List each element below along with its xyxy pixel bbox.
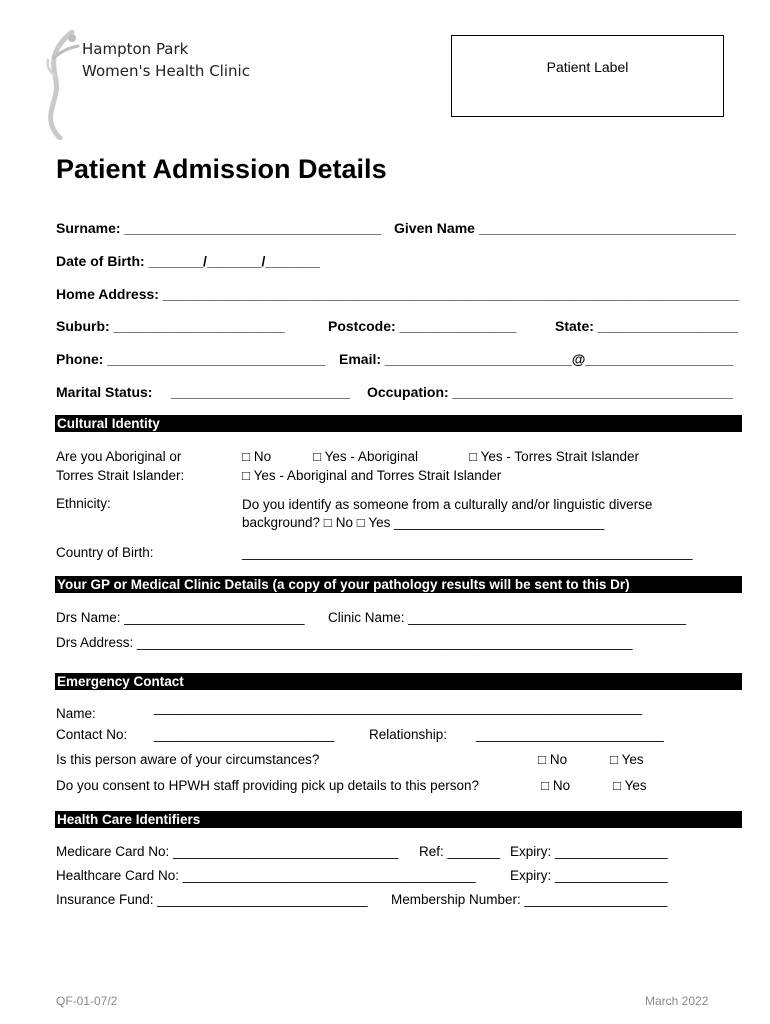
form-date: March 2022 bbox=[645, 994, 709, 1008]
phone-field[interactable]: Phone: ____________________________ bbox=[56, 351, 326, 367]
patient-label-text: Patient Label bbox=[546, 59, 629, 75]
healthcare-expiry-field[interactable]: Expiry: _______________ bbox=[510, 868, 668, 883]
emergency-name-label: Name: bbox=[56, 706, 96, 721]
aboriginal-question-line-1: Are you Aboriginal or bbox=[56, 449, 182, 464]
aboriginal-question-line-2: Torres Strait Islander: bbox=[56, 468, 185, 483]
medicare-ref-field[interactable]: Ref: _______ bbox=[419, 844, 501, 859]
checkbox-yes-aboriginal[interactable]: □ Yes - Aboriginal bbox=[313, 449, 418, 464]
checkbox-yes-torres-strait[interactable]: □ Yes - Torres Strait Islander bbox=[469, 449, 639, 464]
clinic-name-field[interactable]: Clinic Name: _____________________________________ bbox=[328, 610, 687, 625]
insurance-fund-field[interactable]: Insurance Fund: ____________________________ bbox=[56, 892, 368, 907]
relationship-field[interactable]: _________________________ bbox=[476, 727, 664, 742]
healthcare-card-field[interactable]: Healthcare Card No: _______________________________________ bbox=[56, 868, 476, 883]
medicare-expiry-field[interactable]: Expiry: _______________ bbox=[510, 844, 668, 859]
checkbox-yes-both[interactable]: □ Yes - Aboriginal and Torres Strait Islander bbox=[242, 468, 502, 483]
given-name-field[interactable]: Given Name _________________________________ bbox=[394, 220, 736, 236]
marital-status-field[interactable]: _______________________ bbox=[171, 384, 351, 400]
membership-number-field[interactable]: Membership Number: ___________________ bbox=[391, 892, 668, 907]
section-header-emergency: Emergency Contact bbox=[55, 673, 742, 690]
section-header-health: Health Care Identifiers bbox=[55, 811, 742, 828]
relationship-label: Relationship: bbox=[369, 727, 448, 742]
page-title: Patient Admission Details bbox=[56, 154, 387, 184]
aware-question: Is this person aware of your circumstances? bbox=[56, 752, 320, 767]
contact-no-label: Contact No: bbox=[56, 727, 128, 742]
section-header-cultural: Cultural Identity bbox=[55, 415, 742, 432]
country-of-birth-field[interactable]: ____________________________________________________________ bbox=[242, 545, 693, 560]
form-code: QF-01-07/2 bbox=[56, 994, 118, 1008]
suburb-field[interactable]: Suburb: ______________________ bbox=[56, 318, 285, 334]
aware-no-checkbox[interactable]: □ No bbox=[538, 752, 568, 767]
logo-figure-icon bbox=[42, 30, 82, 140]
email-field[interactable]: Email: ________________________@___________________ bbox=[339, 351, 734, 367]
consent-yes-checkbox[interactable]: □ Yes bbox=[613, 778, 647, 793]
ethnicity-question: Do you identify as someone from a culturally and/or linguistic diverse bbox=[242, 497, 653, 512]
consent-question: Do you consent to HPWH staff providing pick up details to this person? bbox=[56, 778, 479, 793]
marital-status-label: Marital Status: bbox=[56, 384, 153, 400]
drs-name-field[interactable]: Drs Name: ________________________ bbox=[56, 610, 305, 625]
home-address-field[interactable]: Home Address: __________________________________________________________________________ bbox=[56, 286, 740, 302]
dob-field[interactable]: Date of Birth: _______/_______/_______ bbox=[56, 253, 320, 269]
logo-line-2: Women's Health Clinic bbox=[82, 62, 250, 80]
surname-field[interactable]: Surname: _________________________________ bbox=[56, 220, 382, 236]
checkbox-no[interactable]: □ No bbox=[242, 449, 272, 464]
ethnicity-options[interactable]: background? □ No □ Yes ____________________________ bbox=[242, 515, 605, 530]
country-of-birth-label: Country of Birth: bbox=[56, 545, 154, 560]
patient-label-box[interactable] bbox=[451, 35, 724, 117]
postcode-field[interactable]: Postcode: _______________ bbox=[328, 318, 517, 334]
occupation-field[interactable]: Occupation: ____________________________________ bbox=[367, 384, 733, 400]
logo-line-1: Hampton Park bbox=[82, 40, 189, 58]
drs-address-field[interactable]: Drs Address: __________________________________________________________________ bbox=[56, 635, 633, 650]
aware-yes-checkbox[interactable]: □ Yes bbox=[610, 752, 644, 767]
contact-no-field[interactable]: ________________________ bbox=[154, 727, 335, 742]
emergency-name-field[interactable]: _________________________________________________________________ bbox=[154, 700, 643, 715]
state-field[interactable]: State: __________________ bbox=[555, 318, 738, 334]
medicare-card-field[interactable]: Medicare Card No: ______________________________ bbox=[56, 844, 399, 859]
consent-no-checkbox[interactable]: □ No bbox=[541, 778, 571, 793]
ethnicity-label: Ethnicity: bbox=[56, 496, 111, 511]
section-header-gp: Your GP or Medical Clinic Details (a copy of your pathology results will be sent to this Dr) bbox=[55, 576, 742, 593]
